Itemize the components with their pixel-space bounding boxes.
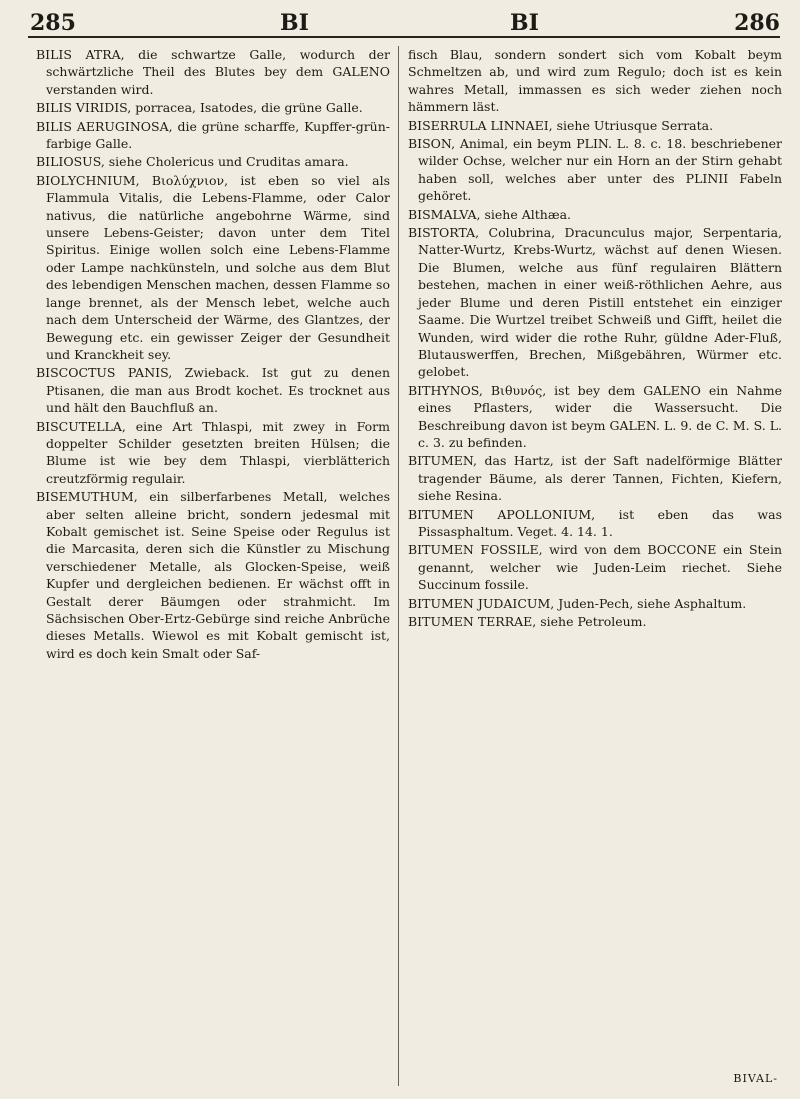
entry-bisemuthum-continued: fisch Blau, sondern sondert sich vom Kobalt beym Schmeltzen ab, und wird zum Regulo; doch ist es kein wahres Metall, immassen es sich weder ziehen noch hämmern läst.	[408, 47, 782, 115]
right-column	[408, 46, 782, 1086]
entry-bithynos: BITHYNOS, Βιθυνός, ist bey dem GALENO ein Nahme eines Pflasters, wider die Wassersucht. Die Beschreibung davon ist beym GALEN. L. 9. de C. M. S. L. c. 3. zu befinden.	[408, 382, 782, 450]
page-number-left: 285	[30, 10, 76, 36]
entry-bilis-atra: BILIS ATRA, die schwartze Galle, wodurch der schwärtzliche Theil des Blutes bey dem GALENO verstanden wird.	[36, 47, 390, 97]
running-head-left: BI	[280, 10, 309, 36]
entry-biscutella: BISCUTELLA, eine Art Thlaspi, mit zwey in Form doppelter Schilder gesetzten breiten Hülsen; die Blume ist wie bey dem Thlaspi, vierblätterich creutzförmig regulair.	[36, 418, 390, 486]
entry-bisemuthum: BISEMUTHUM, ein silberfarbenes Metall, welches aber selten alleine bricht, sondern jedesmal mit Kobalt gemischet ist. Seine Speise oder Regulus ist die Marcasita, deren sich die Künstler zu Mischung verschiedener Metalle, als Glocken-Speise, weiß Kupfer und dergleichen bedienen. Er wächst offt in Gestalt derer Bäumgen oder strahmicht. Im Sächsischen Ober-Ertz-Gebürge sind reiche Anbrüche dieses Metalls. Wiewol es mit Kobalt gemischt ist, wird es doch kein Smalt oder Saf-	[36, 489, 390, 661]
left-column	[36, 46, 390, 1086]
entry-bitumen-apollonium: BITUMEN APOLLONIUM, ist eben das was Pissasphaltum. Veget. 4. 14. 1.	[408, 506, 782, 539]
entry-bitumen: BITUMEN, das Hartz, ist der Saft nadelförmige Blätter tragender Bäume, als derer Tannen, Fichten, Kiefern, siehe Resina.	[408, 453, 782, 504]
header-rule	[28, 36, 780, 38]
entry-biolychnium: BIOLYCHNIUM, Βιολύχνιον, ist eben so viel als Flammula Vitalis, die Lebens-Flamme, oder Calor nativus, die natürliche angebohrne Wärme, sind unsere Lebens-Geister; davon unter dem Titel Spiritus. Einige wollen solch eine Lebens-Flamme oder Lampe nachkünsteln, und solche aus dem Blut des lebendigen Menschen machen, dessen Flamme so lange brennet, als der Mensch lebet, welche auch nach dem Unterscheid der Wärme, des Glantzes, der Bewegung etc. ein gewisser Zeiger der Gesundheit und Kranckheit sey.	[36, 172, 390, 362]
entry-bistorta: BISTORTA, Colubrina, Dracunculus major, Serpentaria, Natter-Wurtz, Krebs-Wurtz, wächst auf denen Wiesen. Die Blumen, welche aus fünf regulairen Blättern bestehen, machen in einer weiß-röthlichen Aehre, aus jeder Blume und deren Pistill entstehet ein einziger Saame. Die Wurtzel treibet Schweiß und Gifft, heilet die Wunden, wird wider die rothe Ruhr, güldne Ader-Fluß, Blutauswerffen, Brechen, Mißgebähren, Würmer etc. gelobet.	[408, 225, 782, 380]
entry-bison: BISON, Animal, ein beym PLIN. L. 8. c. 18. beschriebener wilder Ochse, welcher nur ein Horn an der Stirn gehabt haben soll, welches aber unter des PLINII Fabeln gehöret.	[408, 136, 782, 204]
column-divider	[398, 46, 399, 1086]
entry-biserrula: BISERRULA LINNAEI, siehe Utriusque Serrata.	[408, 117, 714, 133]
page-number-right: 286	[734, 10, 780, 36]
page-header	[20, 8, 780, 38]
entry-bismalva: BISMALVA, siehe Althæa.	[408, 206, 571, 222]
entry-biliosus: BILIOSUS, siehe Cholericus und Cruditas amara.	[36, 154, 349, 170]
entry-bitumen-terrae: BITUMEN TERRAE, siehe Petroleum.	[408, 614, 647, 629]
entry-bitumen-fossile: BITUMEN FOSSILE, wird von dem BOCCONE ein Stein genannt, welcher wie Juden-Leim riechet. Siehe Succinum fossile.	[408, 542, 782, 593]
entry-biscoctus-panis: BISCOCTUS PANIS, Zwieback. Ist gut zu denen Ptisanen, die man aus Brodt kochet. Es trocknet aus und hält den Bauchfluß an.	[36, 365, 390, 416]
entry-bitumen-judaicum: BITUMEN JUDAICUM, Juden-Pech, siehe Asphaltum.	[408, 595, 747, 611]
entry-bilis-viridis: BILIS VIRIDIS, porracea, Isatodes, die grüne Galle.	[36, 100, 363, 116]
entry-bilis-aeruginosa: BILIS AERUGINOSA, die grüne scharffe, Kupffer-grün-farbige Galle.	[36, 118, 390, 152]
running-head-right: BI	[510, 10, 539, 36]
catchword: BIVAL-	[733, 1072, 778, 1085]
